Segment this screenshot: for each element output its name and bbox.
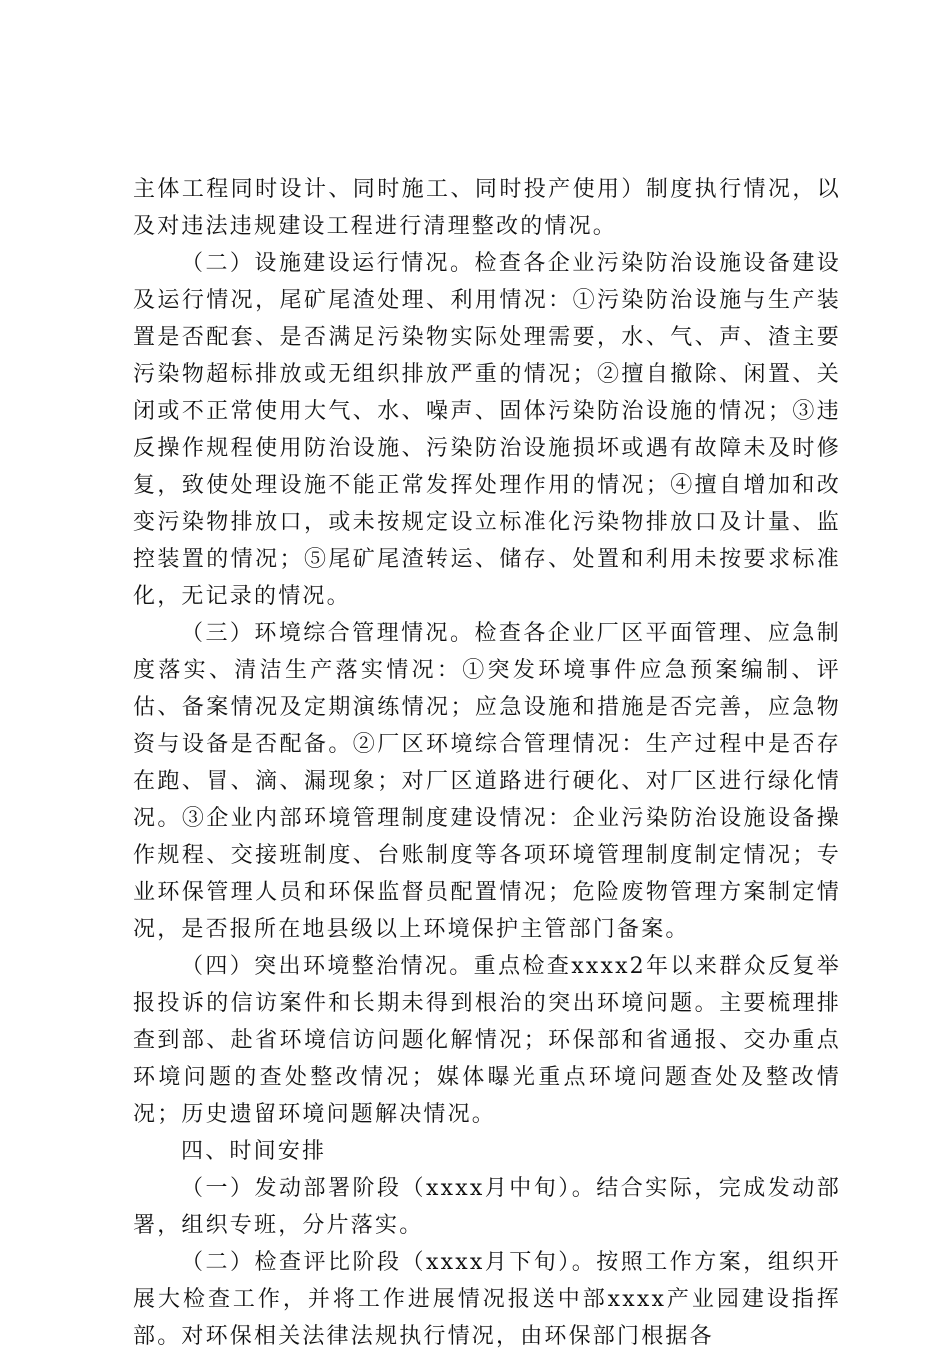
paragraph-inspection-stage: （二）检查评比阶段（xxxx月下旬）。按照工作方案，组织开展大检查工作，并将工作进展情况报送中部xxxx产业园建设指挥部。对环保相关法律法规执行情况，由环保部门根据各	[133, 1250, 841, 1349]
paragraph-facility-operation: （二）设施建设运行情况。检查各企业污染防治设施设备建设及运行情况，尾矿尾渣处理、利用情况：①污染防治设施与生产装置是否配套、是否满足污染物实际处理需要，水、气、声、渣主要污染物超标排放或无组织排放严重的情况；②擅自撤除、闲置、关闭或不正常使用大气、水、噪声、固体污染防治设施的情况；③违反操作规程使用防治设施、污染防治设施损坏或遇有故障未及时修复，致使处理设施不能正常发挥处理作用的情况；④擅自增加和改变污染物排放口，或未按规定设立标准化污染物排放口及计量、监控装置的情况；⑤尾矿尾渣转运、储存、处置和利用未按要求标准化，无记录的情况。	[133, 251, 841, 609]
paragraph-prominent-issues: （四）突出环境整治情况。重点检查xxxx2年以来群众反复举报投诉的信访案件和长期未得到根治的突出环境问题。主要梳理排查到部、赴省环境信访问题化解情况；环保部和省通报、交办重点环境问题的查处整改情况；媒体曝光重点环境问题查处及整改情况；历史遗留环境问题解决情况。	[133, 954, 841, 1127]
document-body	[133, 171, 841, 1355]
section-heading-schedule: 四、时间安排	[181, 1139, 327, 1164]
paragraph-deployment-stage: （一）发动部署阶段（xxxx月中旬）。结合实际，完成发动部署，组织专班，分片落实。	[133, 1176, 841, 1238]
paragraph-continuation: 主体工程同时设计、同时施工、同时投产使用）制度执行情况，以及对违法违规建设工程进行清理整改的情况。	[133, 177, 841, 239]
paragraph-environment-management: （三）环境综合管理情况。检查各企业厂区平面管理、应急制度落实、清洁生产落实情况：①突发环境事件应急预案编制、评估、备案情况及定期演练情况；应急设施和措施是否完善，应急物资与设备是否配备。②厂区环境综合管理情况：生产过程中是否存在跑、冒、滴、漏现象；对厂区道路进行硬化、对厂区进行绿化情况。③企业内部环境管理制度建设情况：企业污染防治设施设备操作规程、交接班制度、台账制度等各项环境管理制度制定情况；专业环保管理人员和环保监督员配置情况；危险废物管理方案制定情况，是否报所在地县级以上环境保护主管部门备案。	[133, 621, 841, 942]
